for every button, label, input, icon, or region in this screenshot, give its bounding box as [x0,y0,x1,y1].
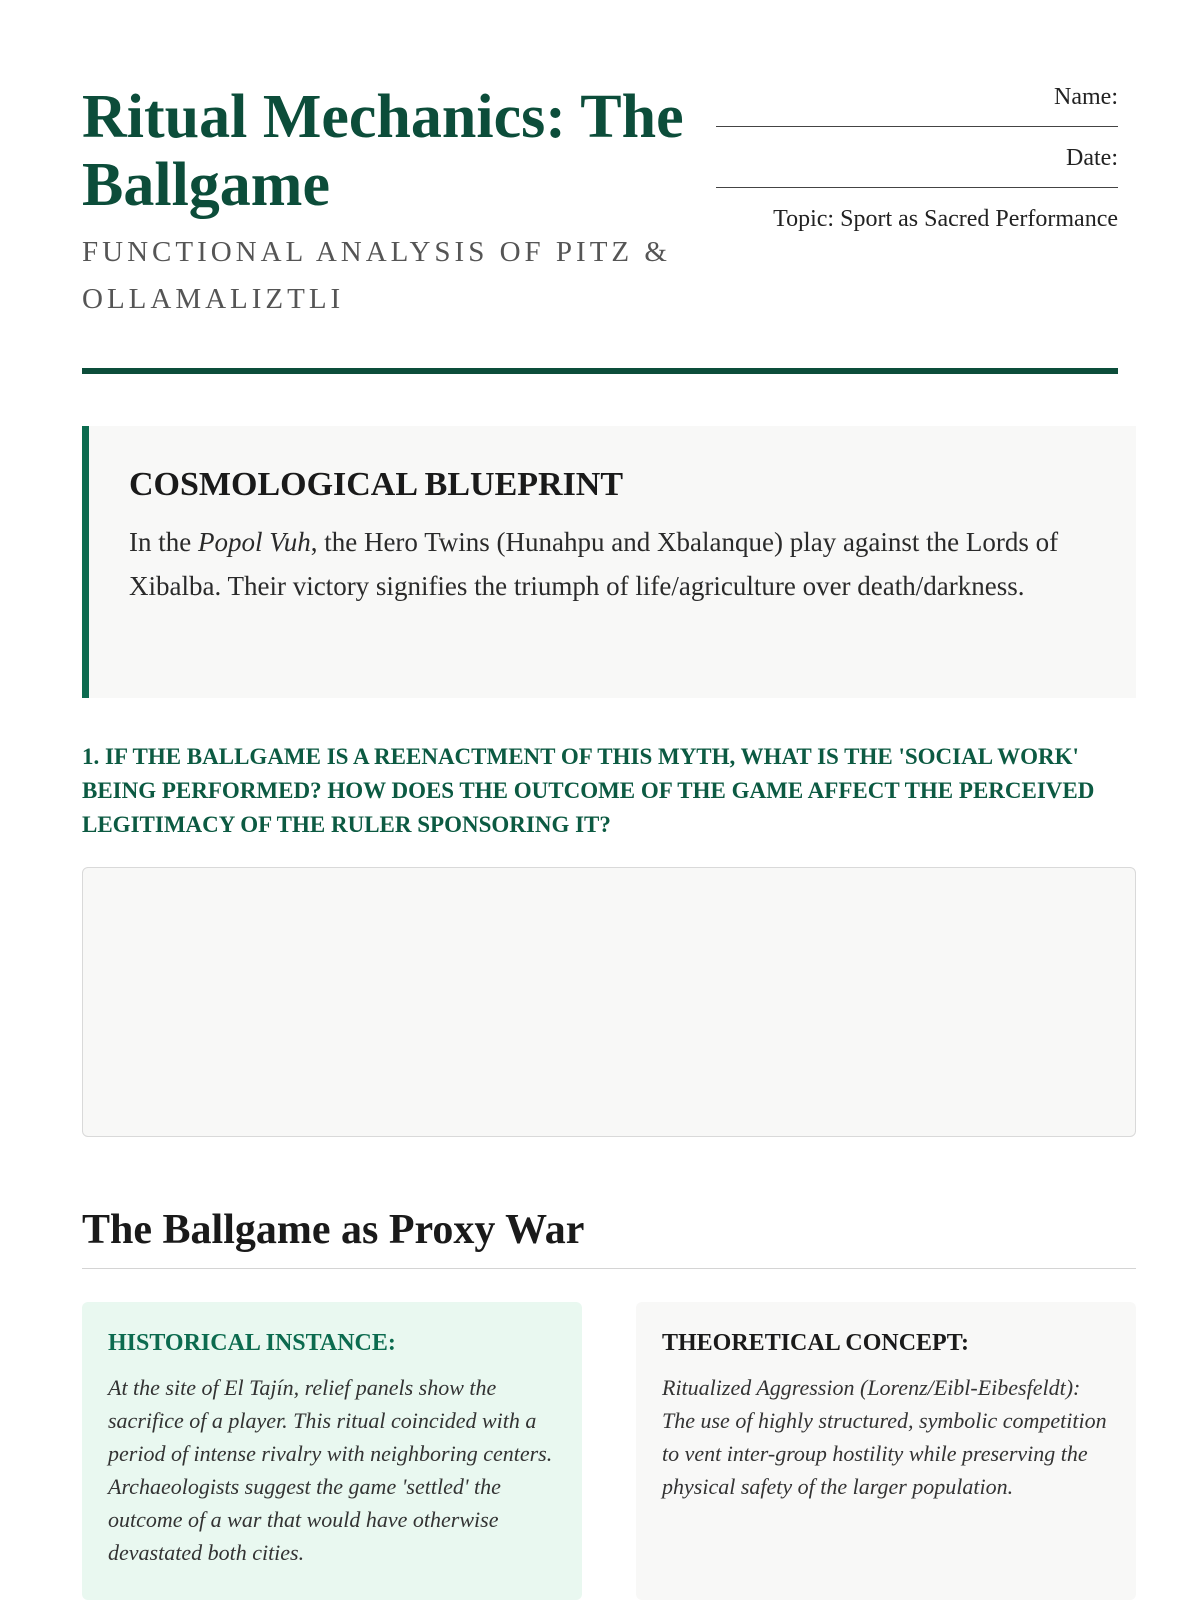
page-subtitle: FUNCTIONAL ANALYSIS OF PITZ & OLLAMALIZTLI [82,236,671,315]
theory-text: Ritualized Aggression (Lorenz/Eibl-Eibesfeldt): The use of highly structured, symbolic competition to vent inter-group hostility while preserving the physical safety of the larger population. [662,1375,1107,1499]
name-field[interactable] [716,126,1118,127]
name-label: Name: [1054,84,1118,110]
page-title: Ritual Mechanics: The Ballgame [82,83,684,219]
student-info [698,82,1118,234]
callout-text [129,520,1094,608]
theory-heading: THEORETICAL CONCEPT: [662,1330,969,1356]
date-field[interactable] [716,187,1118,188]
worksheet-header [82,0,1118,374]
answer-box-1[interactable] [82,867,1136,1137]
historical-heading: HISTORICAL INSTANCE: [108,1330,396,1356]
section-title: The Ballgame as Proxy War [82,1206,1136,1269]
callout-text-intro: In the [129,527,198,557]
date-label: Date: [1066,145,1118,171]
callout-heading: COSMOLOGICAL BLUEPRINT [129,466,624,503]
question-1: 1. IF THE BALLGAME IS A REENACTMENT OF THIS MYTH, WHAT IS THE 'SOCIAL WORK' BEING PERFORMED? HOW DOES THE OUTCOME OF THE GAME AFFECT THE PERCEIVED LEGITIMACY OF THE RULER SPONSORING IT? [82,744,1095,837]
topic-label: Topic: Sport as Sacred Performance [773,206,1118,232]
theoretical-concept-card [636,1302,1136,1600]
historical-text: At the site of El Tajín, relief panels show the sacrifice of a player. This ritual coincided with a period of intense rivalry with neighboring centers. Archaeologists suggest the game 'settled' the outcome of a war that would have otherwise devastated both cities. [108,1375,553,1565]
book-title: Popol Vuh [197,527,311,557]
cosmological-blueprint-callout [82,426,1136,698]
historical-instance-card [82,1302,582,1600]
callout-text-body: , the Hero Twins (Hunahpu and Xbalanque) play against the Lords of Xibalba. Their victory signifies the triumph of life/agriculture over death/darkness. [129,527,1059,601]
